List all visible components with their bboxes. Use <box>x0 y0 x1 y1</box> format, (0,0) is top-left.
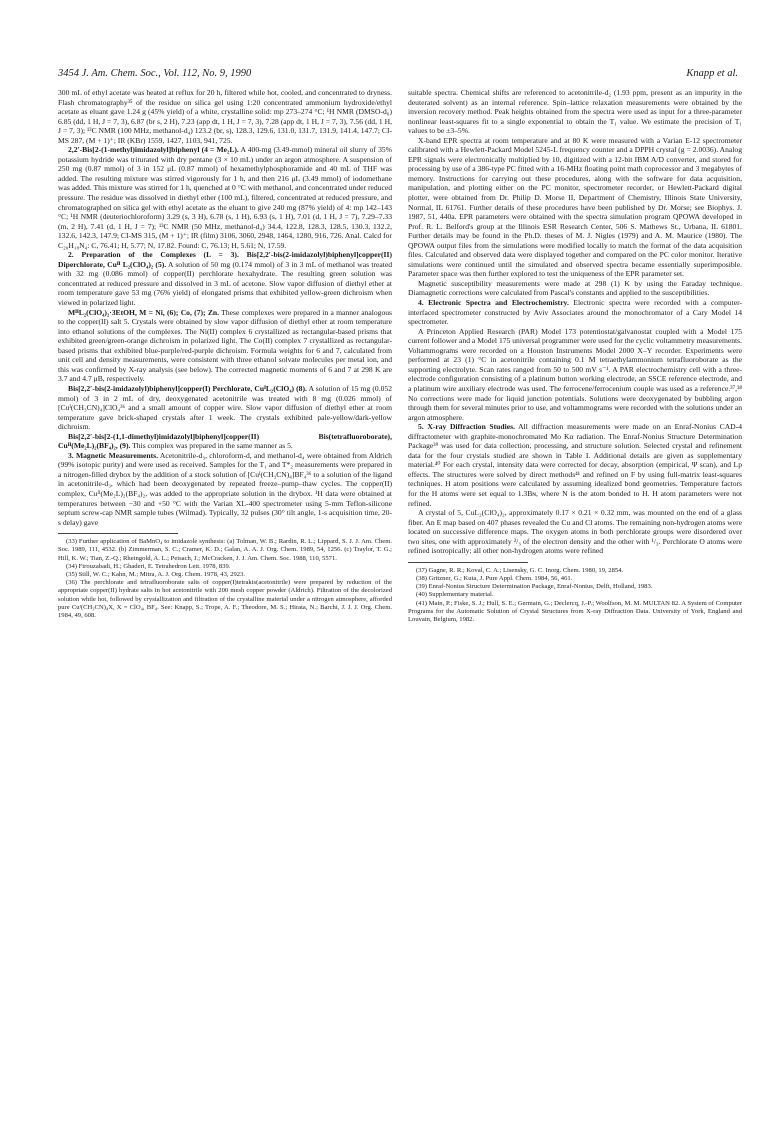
paragraph: 300 mL of ethyl acetate was heated at reflux for 20 h, filtered while hot, cooled, and concentrated to dryness. Flash chromatography³⁵ of the residue on silica gel using 1:20 concentrated ammonium hydroxide/ethyl acetate as eluant gave 1.24 g (45% yield) of a white, crystalline solid: mp 273–274 °C; ¹H NMR (DMSO-d₆) 6.85 (dd, 1 H, J = 7, 3), 6.87 (br s, 2 H), 7.23 (app dt, 1 H, J = 7, 3), 7.28 (app dt, 1 H, J = 7, 3), 7.56 (dd, 1 H, J = 7, 3); ¹³C NMR (100 MHz, methanol-d₄) 123.2 (br, s), 128.3, 129.6, 131.0, 131.7, 131.9, 141.4, 147.7; CI-MS 287, (M + 1)⁺; IR (KBr) 1559, 1427, 1103, 941, 725. <box>58 88 392 145</box>
paragraph: MᴵᴵL₂(ClO₄)₂·3EtOH, M = Ni, (6); Co, (7); Zn. These complexes were prepared in a manner analogous to the copper(II) salt 5. Crystals were obtained by slow vapor diffusion of diethyl ether at room temperature into ethanol solutions of the complexes. The Ni(II) complex 6 crystallized as rectangular-based prisms that exhibited green/green-orange dichroism in polarized light. The Co(II) complex 7 crystallized as rectangular-based prisms that exhibited blue-purple/red-purple dichroism. Formula weights for 6 and 7, calculated from unit cell and density measurements, were consistent with three ethanol solvate molecules per metal ion, and this was confirmed by X-ray analysis (see below). The corrected magnetic moments of 6 and 7 at 298 K are 3.7 and 4.7 μB, respectively. <box>58 307 392 384</box>
paragraph: 5. X-ray Diffraction Studies. All diffraction measurements were made on an Enraf-Nonius CAD-4 diffractometer with graphite-monochromated Mo Kα radiation. The Enraf-Nonius Structure Determination Package³⁹ was used for data collection, processing, and structure solution. Selected crystal and refinement data for the four crystals studied are shown in Table I. Additional details are given as supplementary material.⁴⁰ For each crystal, intensity data were corrected for decay, absorption (empirical, Ψ scan), and Lp effects. The structures were solved by direct methods⁴¹ and refined on F by using full-matrix least-squares techniques. H atom positions were calculated by assuming idealized bond geometries. Temperature factors for the H atoms were set equal to 1.3Bɴ, where N is the atom bonded to H. H atom parameters were not refined. <box>408 422 742 508</box>
section-heading: Bis[2,2′-bis(2-imidazolyl)biphenyl]copper(I) Perchlorate, CuᴵL₂(ClO₄) (8). <box>68 383 307 393</box>
paragraph: 4. Electronic Spectra and Electrochemistry. Electronic spectra were recorded with a computer-interfaced spectrometer constructed by Aviv Associates around the monochromator of a Cary Model 14 spectrometer. <box>408 298 742 327</box>
paragraph: suitable spectra. Chemical shifts are referenced to acetonitrile-d₂ (1.93 ppm, present as an impurity in the deuterated solvent) as an internal reference. Spin–lattice relaxation measurements were obtained by the inversion recovery method. Peak heights obtained from the spectra were used as input for a three-parameter nonlinear least-squares fit to a single exponential to obtain the T₁ value. We estimate the precision of T₁ values to be ±3–5%. <box>408 88 742 136</box>
footnote: (34) Firouzabadi, H.; Ghaderi, E. Tetrahedron Lett. 1978, 839. <box>66 562 231 570</box>
footnote: (38) Gritzner, G.; Kuta, J. Pure Appl. Chem. 1984, 56, 461. <box>416 575 573 582</box>
section-heading: Bis[2,2′-bis[2-(1,1-dimethyl)imidazolyl]biphenyl]copper(II) Bis(tetrafluoroborate), Cuᴵᴵ(Me₂L)₂(BF₄)₂, (9). <box>58 431 392 451</box>
paragraph: 3. Magnetic Measurements. Acetonitrile-d₃, chloroform-d, and methanol-d₄ were obtained from Aldrich (99% isotopic purity) and were used as received. Samples for the T₁ and T*₂ measurements were prepared in a nitrogen-filled drybox by the addition of a stock solution of [Cuᴵ(CH₃CN)₄]BF₄³⁶ to a solution of the ligand in acetonitrile-d₃, which had been deoxygenated by repeated freeze–pump–thaw cycles. The copper(II) complex, Cuᴵᴵ(Me₂L)₂(BF₄)₂, was added to the appropriate solution in the drybox. ¹H data were obtained at temperatures between −30 and +50 °C with the Varian XL-400 spectrometer using 5-mm Teflon-silicone septum screw-cap NMR sample tubes (Wilmad). Typically, 32 pulses (30° tilt angle, 1-s acquisition time, 20-s delay) gave <box>58 450 392 527</box>
paragraph: Magnetic susceptibility measurements were made at 298 (1) K by using the Faraday technique. Diamagnetic corrections were calculated from Pascal's constants and applied to the susceptibilities. <box>408 278 742 298</box>
footnote: (39) Enraf-Nonius Structure Determination Package, Enraf-Nonius, Delft, Holland, 1983. <box>416 583 653 591</box>
footnote: (33) Further application of BaMnO₄ to imidazole synthesis: (a) Tolman, W. B.; Rardin, R. L.; Lippard, S. J. J. Am. Chem. Soc. 1989, 111, 4532. (b) Zimmerman, S. C.; Cramer, K. D.; Galan, A. A. J. Org. Chem. 1989, 54, 1256. (c) Traylor, T. G.; Hill, K. W.; Tian, Z.-Q.; Rheingold, A. L.; Peisach, J.; McCracken, J. J. Am. Chem. Soc. 1988, 110, 5571. <box>58 538 392 562</box>
paragraph: A crystal of 5, CuL₂(ClO₄)₂, approximately 0.17 × 0.21 × 0.32 mm, was mounted on the end of a glass fiber. An E map based on 407 phases revealed the Cu and Cl atoms. The remaining non-hydrogen atoms were located on successive difference maps. The oxygen atoms in both perchlorate groups were disordered over two sites, one with approximately ²/₃ of the electron density and the other with ¹/₃. Perchlorate O atoms were refined isotropically; all other non-hydrogen atoms were refined <box>408 508 742 556</box>
section-heading: 5. X-ray Diffraction Studies. <box>418 422 515 432</box>
section-heading: 3. Magnetic Measurements. <box>68 450 159 460</box>
journal-page <box>58 68 742 1104</box>
footnote: (37) Gagne, R. R.; Koval, C. A.; Lisensky, G. C. Inorg. Chem. 1980, 19, 2854. <box>416 566 624 574</box>
paragraph: A Princeton Applied Research (PAR) Model 173 potentiostat/galvanostat coupled with a Model 175 current follower and a Model 175 universal programmer were used for the cyclic voltammetry measurements. Voltammograms were recorded on a Houston Instruments Model 2000 X–Y recorder. Experiments were performed at 23 (1) °C in acetonitrile containing 0.1 M tetraethylammonium tetrafluoroborate as the supporting electrolyte. Scan rates ranged from 50 to 500 mV s⁻¹. A PAR electrochemistry cell with a three-electrode configuration consisting of a platinum button working electrode, an SSCE reference electrode, and a platinum wire auxiliary electrode was used. The ferrocene/ferrocenium couple was used as a reference.³⁷,³⁸ No corrections were made for liquid junction potentials. Solutions were deoxygenated by bubbling argon through them for several minutes prior to use, and voltammograms were recorded with the solutions under an argon atmosphere. <box>408 326 742 422</box>
running-header <box>58 68 738 84</box>
footnote: (36) The perchlorate and tetrafluoroborate salts of copper(I)tetrakis(acetonitrile) were prepared by reduction of the appropriate copper(II) hydrate salts in hot acetonitrile with 200 mesh copper powder (Aldrich). Filtration of the decolorized solution while hot, followed by crystallization and filtration of the crystalline material under a nitrogen atmosphere, afforded pure Cuᴵ(CH₃CN)₄X, X = ClO₄, BF₄. See: Knapp, S.; Trope, A. F.; Theodore, M. S.; Hirata, N.; Barchi, J. J. J. Org. Chem. 1984, 49, 608. <box>58 579 392 619</box>
footnotes-right <box>408 567 742 624</box>
section-heading: MᴵᴵL₂(ClO₄)₂·3EtOH, M = Ni, (6); Co, (7); Zn. <box>68 307 220 317</box>
paragraph: 2,2′-Bis[2-(1-methyl)imidazolyl]biphenyl (4 = Me₂L). A 400-mg (3.49-mmol) mineral oil slurry of 35% potassium hydride was triturated with dry pentane (3 × 10 mL) under an argon atmosphere. A suspension of 250 mg (0.87 mmol) of 3 in 152 μL (0.87 mmol) of hexamethylphosphoramide and 40 mL of THF was added. The resulting mixture was stirred vigorously for 1 h, and then 216 μL (3.49 mmol) of iodomethane was added. This mixture was stirred for 1 h, quenched at 0 °C with methanol, and concentrated under reduced pressure. The residue was dissolved in diethyl ether (100 mL), filtered, concentrated at reduced pressure, and chromatographed on silica gel with ethyl acetate as the eluant to give 240 mg (87% yield) of 4: mp 142–143 °C; ¹H NMR (deuteriochloroform) 3.29 (s, 3 H), 6.78 (s, 1 H), 6.93 (s, 1 H), 7.01 (d, 1 H, J = 7), 7.29–7.33 (m, 2 H), 7.41 (d, 1 H, J = 7); ¹³C NMR (50 MHz, methanol-d₄) 34.4, 122.8, 128.3, 128.5, 130.3, 132.2, 132.6, 142.3, 147.9; CI-MS 315, (M + 1)⁺; IR (film) 3106, 3060, 2948, 1464, 1280, 916, 726. Anal. Calcd for C₂₀H₁₈N₄: C, 76.41; H, 5.77; N, 17.82. Found: C, 76.13; H, 5.61; N, 17.59. <box>58 145 392 250</box>
section-heading: 2. Preparation of the Complexes (L = 3). Bis[2,2′-bis(2-imidazolyl)biphenyl]copper(II) Diperchlorate, Cuᴵᴵ L₂(ClO₄)₂ (5). <box>58 250 392 269</box>
paragraph: Bis[2,2′-bis(2-imidazolyl)biphenyl]copper(I) Perchlorate, CuᴵL₂(ClO₄) (8). A solution of 15 mg (0.052 mmol) of 3 in 2 mL of dry, deoxygenated acetonitrile was treated with 8 mg (0.026 mmol) of [Cuᴵ(CH₃CN)₄]ClO₄³⁶ and a small amount of copper wire. Slow vapor diffusion of diethyl ether at room temperature gave brick-shaped crystals after 1 week. The crystals exhibited pale-yellow/dark-yellow dichroism. <box>58 383 392 432</box>
journal-citation: 3454 J. Am. Chem. Soc., Vol. 112, No. 9, 1990 <box>58 68 252 79</box>
footnote-rule <box>58 533 178 534</box>
paragraph: X-band EPR spectra at room temperature and at 80 K were measured with a Varian E-12 spectrometer calibrated with a Hewlett-Packard Model 5245-L frequency counter and a DPPH crystal (g = 2.0036). Analog EPR signals were electronically multiplied by 10, digitized with a 12-bit IBM A/D converter, and stored for processing by use of a 386-type PC fitted with a 16-MHz floating point math coprocessor and 3 megabytes of memory. Instructions for carrying out these procedures, along with the software for data acquisition, manipulation, and plotting either on the PC monitor, spectrometer recorder, or Hewlett-Packard digital plotter, were obtained from Dr. Philip D. Morse II, Department of Chemistry, Illinois State University, Normal, IL 61761. Further details of these procedures have been published by Dr. Morse; see Biophys. J. 1987, 51, 440a. EPR parameters were obtained with the spectra simulation program QPOWA developed in Prof. R. L. Belford's group at the Illinois ESR Research Center, 506 S. Mathews St., Urbana, IL 61801. Further details may be found in the Ph.D. theses of M. J. Nigles (1979) and A. M. Maurice (1980). The QPOWA output files from the simulations were modified locally to match the format of the data acquisition files. Calculated and observed data were displayed together and compared on the PC color monitor. Iterative simulations were continued until the simulated and observed spectra became essentially superimposible. Parameter space was then further explored to test the uniqueness of the EPR parameter set. <box>408 135 742 279</box>
section-heading: 4. Electronic Spectra and Electrochemistry. <box>418 298 569 308</box>
footnote: (41) Main, P.; Fiske, S. J.; Hull, S. E.; Germain, G.; Declercq, J.-P.; Woolfson, M. M. MULTAN 82. A System of Computer Programs for the Automatic Solution of Crystal Structures from X-ray Diffraction Data. University of York, England and Louvain, Belgium, 1982. <box>408 599 742 624</box>
footnote-rule <box>408 562 528 563</box>
paragraph: Bis[2,2′-bis[2-(1,1-dimethyl)imidazolyl]biphenyl]copper(II) Bis(tetrafluoroborate), Cuᴵᴵ(Me₂L)₂(BF₄)₂, (9). This complex was prepared in the same manner as 5. <box>58 431 392 451</box>
section-heading: 2,2′-Bis[2-(1-methyl)imidazolyl]biphenyl (4 = Me₂L). <box>68 145 239 155</box>
paragraph: 2. Preparation of the Complexes (L = 3). Bis[2,2′-bis(2-imidazolyl)biphenyl]copper(II) Diperchlorate, Cuᴵᴵ L₂(ClO₄)₂ (5). A solution of 50 mg (0.174 mmol) of 3 in 3 mL of methanol was treated with 32 mg (0.086 mmol) of copper(II) perchlorate hexahydrate. The resulting green solution was concentrated at reduced pressure and dissolved in 3 mL of acetone. Slow vapor diffusion of diethyl ether at room temperature gave 53 mg (76% yield) of elongated prisms that exhibited yellow-green dichroism when viewed in polarized light. <box>58 250 393 308</box>
left-column <box>58 88 392 620</box>
footnotes-left <box>58 538 392 620</box>
footnote: (40) Supplementary material. <box>416 591 494 599</box>
footnote: (35) Still, W. C.; Kahn, M.; Mitra, A. J. Org. Chem. 1978, 43, 2923. <box>66 570 246 578</box>
right-column <box>408 88 742 624</box>
author-header: Knapp et al. <box>686 68 738 79</box>
